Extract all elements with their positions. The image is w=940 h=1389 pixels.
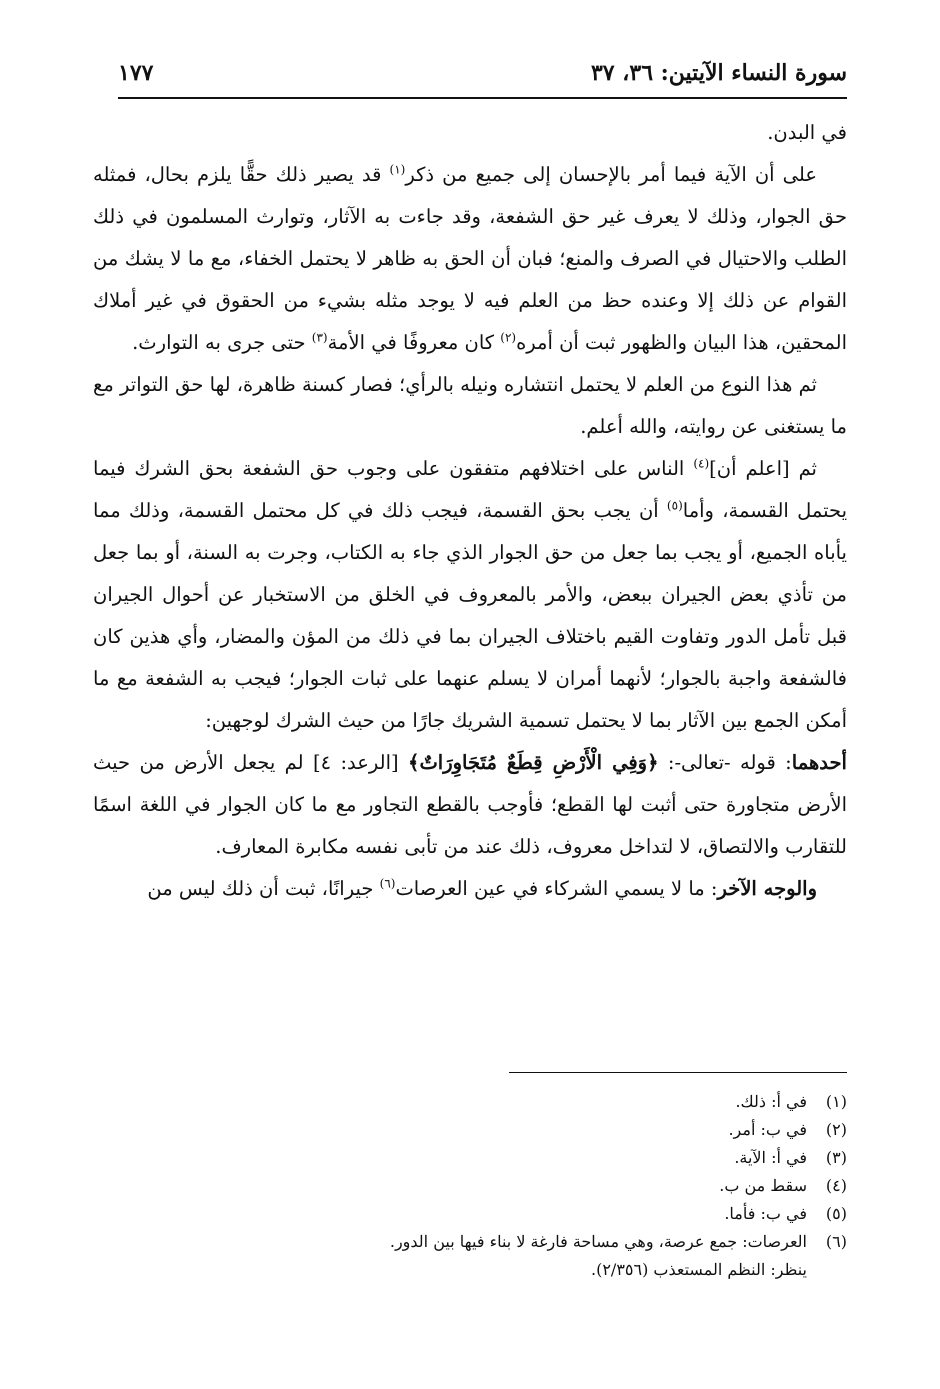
text-run: جيرانًا، ثبت أن ذلك ليس من <box>147 877 380 900</box>
text-run: [الرعد: ٤] لم يجعل الأرض من حيث الأرض متجاورة حتى أثبت لها القطع؛ فأوجب بالقطع التجاور مع ما كان الجوار في اللغة اسمًا للتقارب والالتصاق، لا لتداخل معروف، ذلك عند من تأبى نفسه مكابرة المعارف. <box>93 751 847 858</box>
paragraph <box>93 742 847 868</box>
bold-lead: والوجه الآخر <box>717 877 817 900</box>
paragraph <box>93 868 847 910</box>
text-run: : قوله -تعالى-: <box>658 751 792 774</box>
footnote <box>200 1088 847 1116</box>
footnote-number: (٣) <box>825 1148 847 1167</box>
footnote-number: (٢) <box>825 1120 847 1139</box>
text-run: حتى جرى به التوارث. <box>132 331 312 354</box>
footnote-text: في أ: ذلك. <box>735 1092 807 1111</box>
footnote <box>200 1144 847 1172</box>
text-run: ثم هذا النوع من العلم لا يحتمل انتشاره ونيله بالرأي؛ فصار كسنة ظاهرة، لها حق التواتر مع ما يستغنى عن روايته، والله أعلم. <box>93 373 847 438</box>
paragraph <box>93 364 847 448</box>
footnote-rule <box>509 1072 847 1073</box>
text-run: في البدن. <box>767 121 847 144</box>
footnote-text: سقط من ب. <box>719 1176 807 1195</box>
footnote <box>200 1228 847 1256</box>
footnote-number: (١) <box>825 1092 847 1111</box>
footnote-ref[interactable]: (٢) <box>500 330 517 345</box>
footnote-text: في أ: الآية. <box>734 1148 807 1167</box>
text-run: كان معروفًا في الأمة <box>327 331 501 354</box>
footnote-text: في ب: أمر. <box>728 1120 807 1139</box>
footnote <box>200 1172 847 1200</box>
text-run: : ما لا يسمي الشركاء في عين العرصات <box>395 877 718 900</box>
header-rule <box>118 97 847 99</box>
footnote-number: (٦) <box>825 1232 847 1251</box>
paragraph <box>93 448 847 742</box>
page-number: ١٧٧ <box>118 60 154 86</box>
footnote-ref[interactable]: (٦) <box>379 876 396 891</box>
footnotes <box>200 1088 847 1284</box>
footnote-text: في ب: فأما. <box>724 1204 807 1223</box>
footnote-ref[interactable]: (١) <box>389 162 406 177</box>
quran-quote: ﴿وَفِي الْأَرْضِ قِطَعٌ مُتَجَاوِرَاتٌ﴾ <box>408 751 659 774</box>
footnote-ref[interactable]: (٣) <box>311 330 328 345</box>
text-run: ثم [اعلم أن] <box>709 457 817 480</box>
footnote <box>200 1116 847 1144</box>
main-text <box>93 112 847 910</box>
footnote-text: العرصات: جمع عرصة، وهي مساحة فارغة لا بناء فيها بين الدور. <box>389 1232 807 1251</box>
text-run: أن يجب بحق القسمة، فيجب ذلك في كل محتمل القسمة، وذلك مما يأباه الجميع، أو يجب بما جعل من حق الجوار الذي جاء به الكتاب، وجرت به السنة، أو بما جعل من تأذي بعض الجيران ببعض، والأمر بالمعروف في الخلق من الاستخبار عن أحوال الجيران قبل تأمل الدور وتفاوت القيم باختلاف الجيران بما في ذلك من المؤن والمضار، وأي هذين كان فالشفعة واجبة بالجوار؛ لأنهما أمران لا يسلم عنهما على ثبات الجوار؛ فيجب به الشفعة مع ما أمكن الجمع بين الآثار بما لا يحتمل تسمية الشريك جارًا من حيث الشرك لوجهين: <box>93 499 847 732</box>
bold-lead: أحدهما <box>791 751 847 774</box>
footnote-continuation: ينظر: النظم المستعذب (٢/٣٥٦). <box>591 1260 807 1279</box>
running-title: سورة النساء الآيتين: ٣٦، ٣٧ <box>590 60 847 86</box>
paragraph <box>93 112 847 154</box>
paragraph <box>93 154 847 364</box>
footnote-ref[interactable]: (٥) <box>666 498 683 513</box>
page-header <box>118 60 847 90</box>
footnote-ref[interactable]: (٤) <box>693 456 710 471</box>
footnote <box>200 1200 847 1228</box>
footnote-number: (٥) <box>825 1204 847 1223</box>
text-run: الناس على اختلافهم متفقون على وجوب حق الشفعة بحق الشرك فيما يحتمل القسمة، وأما <box>93 457 848 522</box>
footnote-number: (٤) <box>825 1176 847 1195</box>
text-run: على أن الآية فيما أمر بالإحسان إلى جميع من ذكر <box>405 163 817 186</box>
text-run: قد يصير ذلك حقًّا يلزم بحال، فمثله حق الجوار، وذلك لا يعرف غير حق الشفعة، وقد جاءت به الآثار، وتوارث المسلمون في ذلك الطلب والاحتيال في الصرف والمنع؛ فبان أن الحق به ظاهر لا يحتمل الخفاء، مع ما لا يشك من القوام عن ذلك إلا وعنده حظ من العلم فيه لا يوجد مثله بشيء من الحقوق في غير أملاك المحقين، هذا البيان والظهور ثبت أن أمره <box>93 163 847 354</box>
